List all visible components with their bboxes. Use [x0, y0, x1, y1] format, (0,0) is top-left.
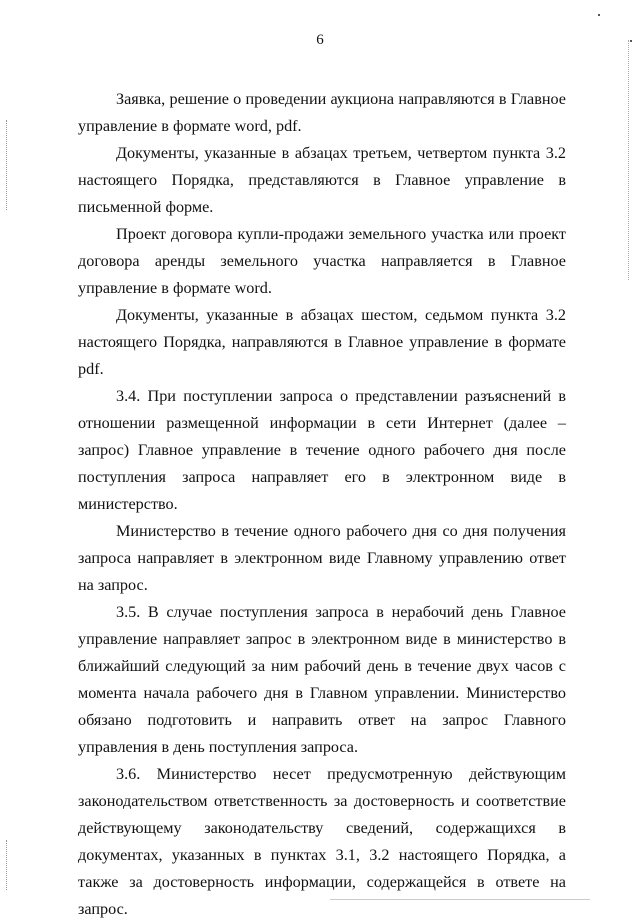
document-body [78, 86, 566, 923]
paragraph-documents-written-form: Документы, указанные в абзацах третьем, четвертом пункта 3.2 настоящего Порядка, представляются в Главное управление в письменной форме. [78, 144, 566, 216]
paragraph-clause-3-4: 3.4. При поступлении запроса о представлении разъяснений в отношении размещенной информации в сети Интернет (далее – запрос) Главное управление в течение одного рабочего дня после поступления запроса направляет его в электронном виде в министерство. [78, 387, 566, 513]
scan-edge-right [628, 40, 630, 280]
scan-speck [630, 40, 632, 42]
scan-speck [598, 14, 600, 16]
paragraph-documents-pdf-format: Документы, указанные в абзацах шестом, седьмом пункта 3.2 настоящего Порядка, направляются в Главное управление в формате pdf. [78, 306, 566, 378]
paragraph-clause-3-6: 3.6. Министерство несет предусмотренную действующим законодательством ответственность за достоверность и соответствие действующему законодательству сведений, содержащихся в документах, указанных в пунктах 3.1, 3.2 настоящего Порядка, а также за достоверность информации, содержащейся в ответе на запрос. [78, 765, 566, 918]
scan-edge-left [6, 120, 8, 210]
scan-edge-left [6, 840, 8, 890]
paragraph-contract-draft-format: Проект договора купли-продажи земельного участка или проект договора аренды земельного участка направляется в Главное управление в формате word. [78, 225, 566, 297]
paragraph-application-format: Заявка, решение о проведении аукциона направляются в Главное управление в формате word, pdf. [78, 90, 566, 135]
page-number: 6 [316, 32, 324, 48]
paragraph-ministry-response: Министерство в течение одного рабочего дня со дня получения запроса направляет в электронном виде Главному управлению ответ на запрос. [78, 522, 566, 594]
scan-bottom-line [330, 899, 590, 900]
paragraph-clause-3-5: 3.5. В случае поступления запроса в нерабочий день Главное управление направляет запрос в электронном виде в министерство в ближайший следующий за ним рабочий день в течение двух часов с момента начала рабочего дня в Главном управлении. Министерство обязано подготовить и направить ответ на запрос Главного управления в день поступления запроса. [78, 603, 566, 756]
